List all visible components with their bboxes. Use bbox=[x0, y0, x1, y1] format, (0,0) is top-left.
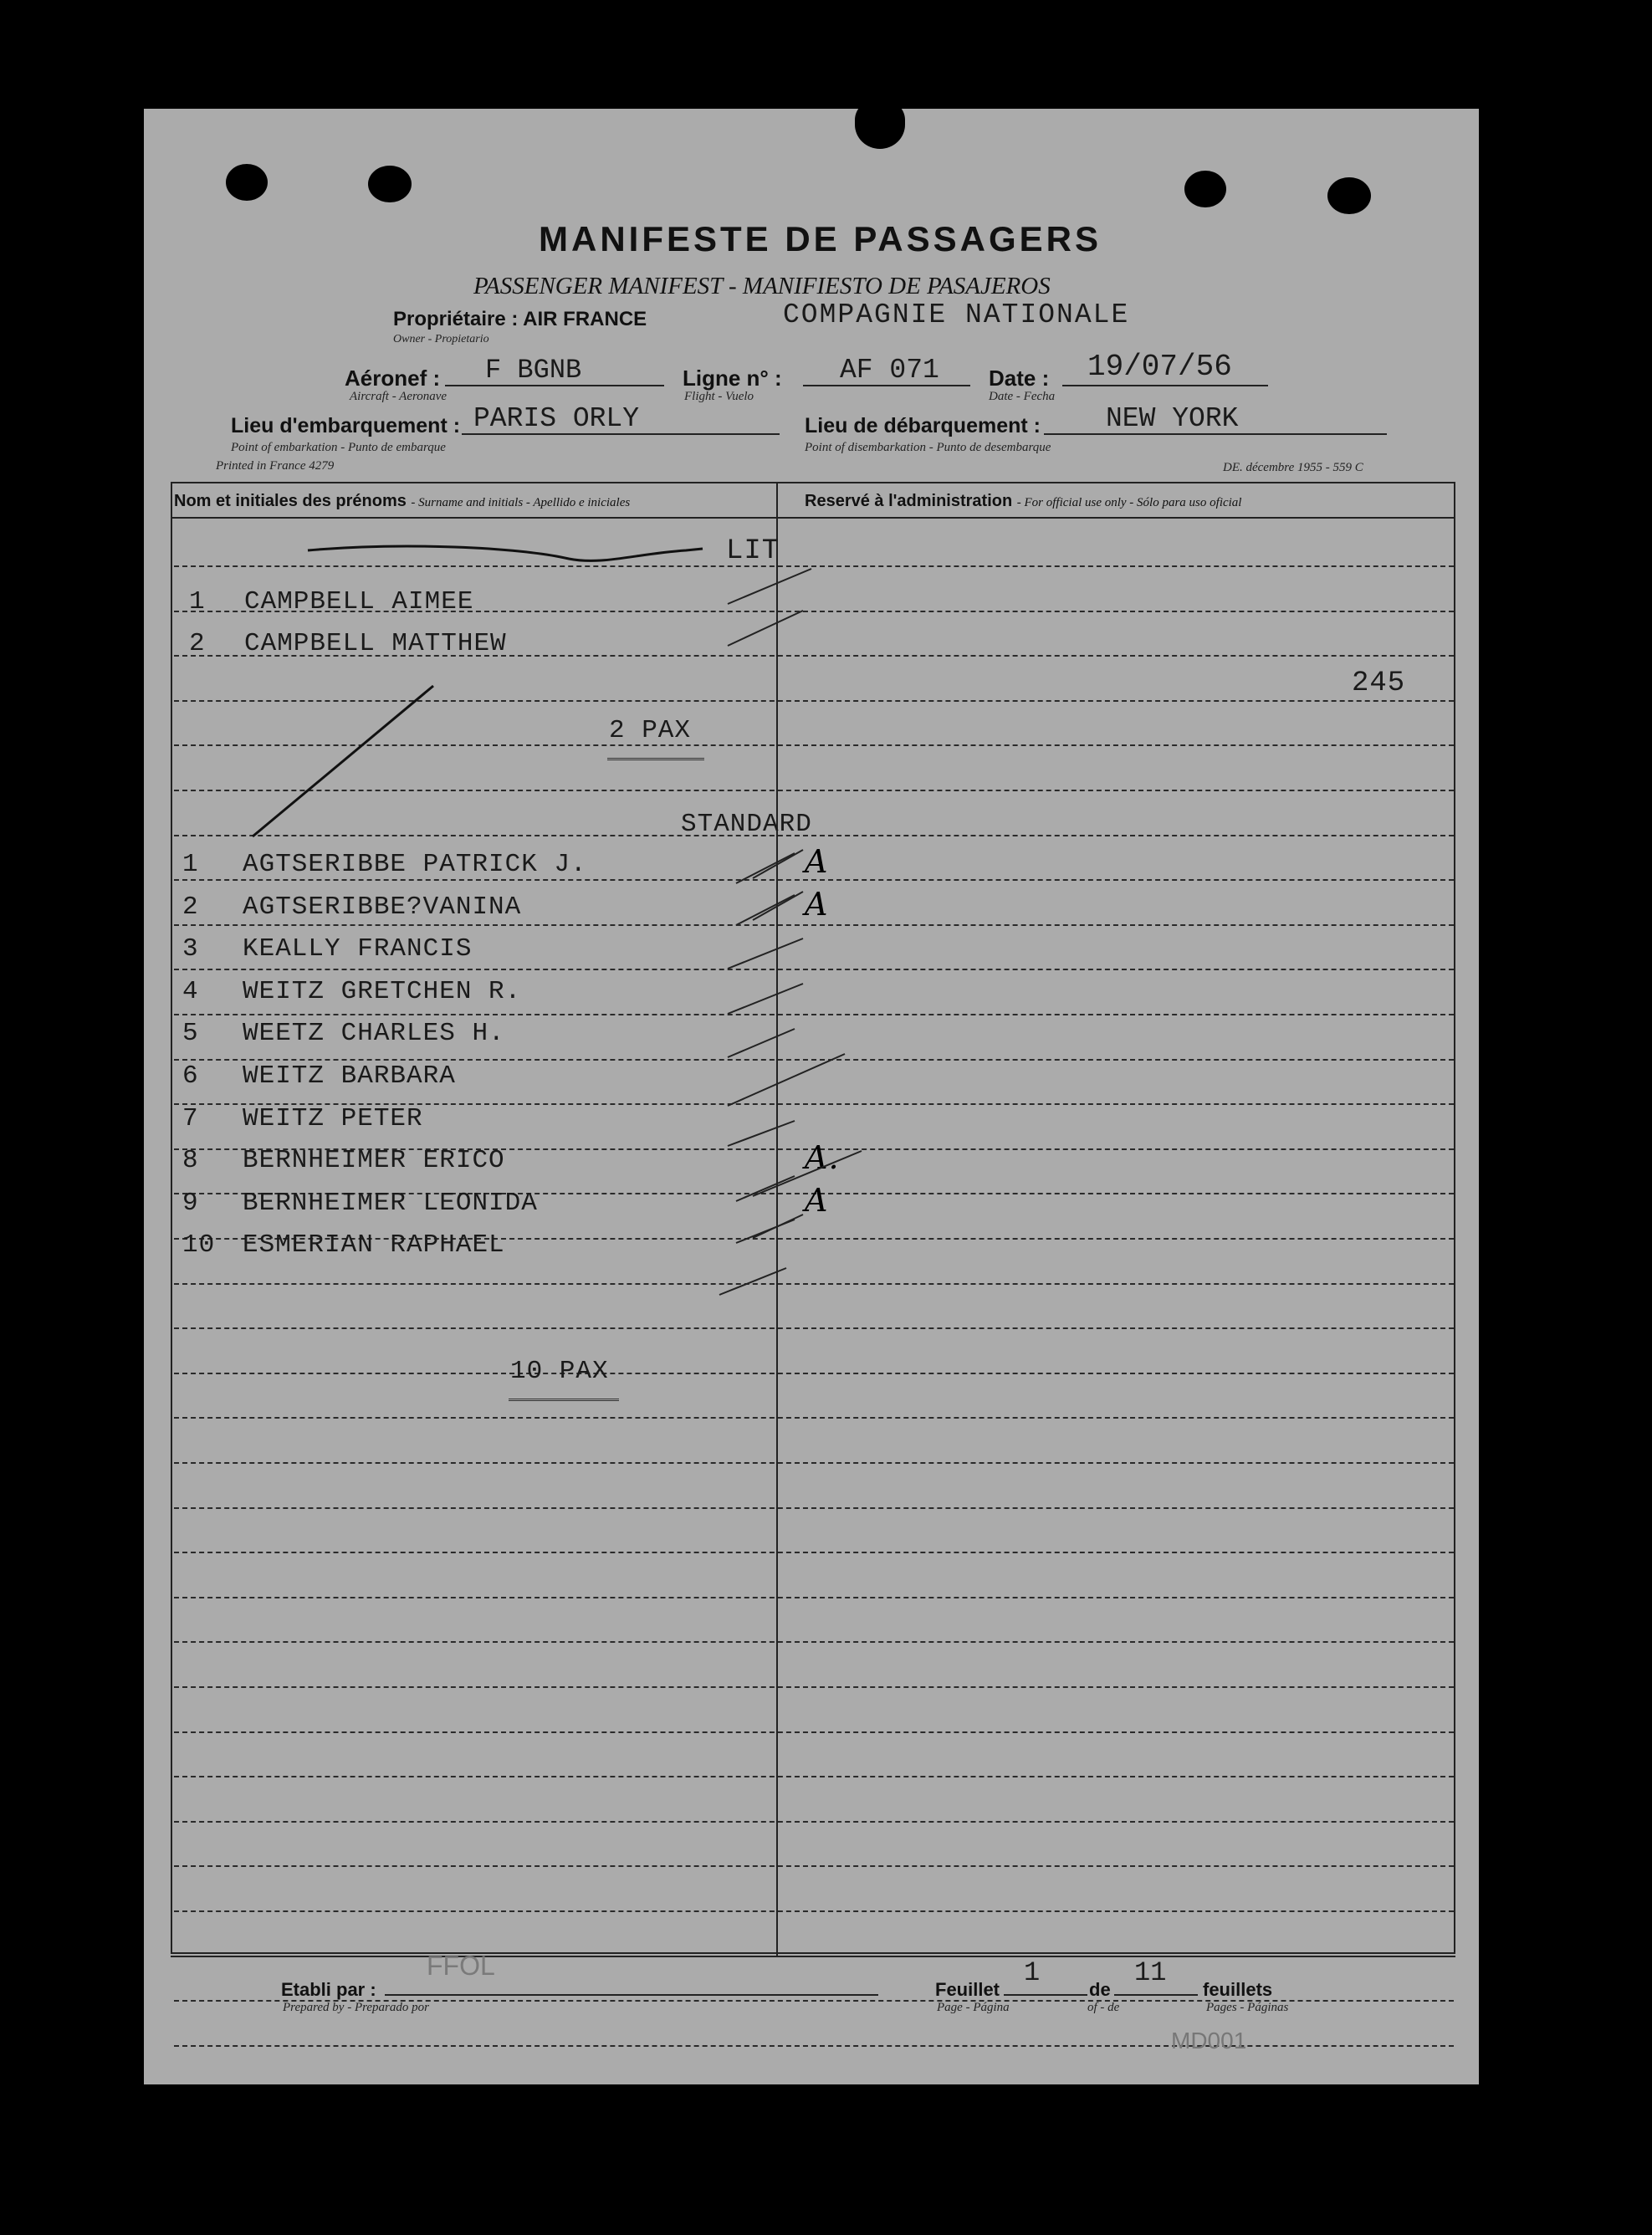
date-sub: Date - Fecha bbox=[989, 390, 1056, 403]
left-column-sub: - Surname and initials - Apellido e iniciales bbox=[411, 496, 631, 509]
form-subtitle: PASSENGER MANIFEST - MANIFIESTO DE PASAJEROS bbox=[473, 273, 1051, 299]
checkmarks bbox=[703, 552, 903, 1305]
of-underline bbox=[1114, 1994, 1198, 1996]
owner-label: Propriétaire : AIR FRANCE bbox=[393, 308, 647, 330]
flight-sub: Flight - Vuelo bbox=[684, 390, 754, 403]
prepared-by-underline bbox=[385, 1994, 878, 1996]
list-item-number: 3 bbox=[182, 934, 199, 964]
total-underline bbox=[509, 1399, 619, 1406]
ruled-line bbox=[174, 1731, 1454, 1733]
form-title: MANIFESTE DE PASSAGERS bbox=[539, 219, 1102, 258]
list-item-number: 1 bbox=[182, 850, 199, 879]
right-column-sub: - For official use only - Sólo para uso oficial bbox=[1016, 496, 1242, 509]
prepared-by-label: Etabli par : bbox=[281, 1979, 376, 2000]
footer-rule bbox=[171, 1956, 1455, 1957]
list-item-number: 10 bbox=[182, 1230, 216, 1261]
embark-label: Lieu d'embarquement : bbox=[231, 414, 461, 437]
ruled-line bbox=[174, 1507, 1454, 1509]
right-column-title: Reservé à l'administration bbox=[805, 492, 1013, 510]
total-first-class: 2 PAX bbox=[609, 716, 692, 745]
handwritten-mark: A bbox=[805, 843, 829, 880]
ruled-line bbox=[174, 1462, 1454, 1464]
total-underline bbox=[607, 758, 704, 765]
ruled-line bbox=[174, 1417, 1454, 1419]
list-item-number: 6 bbox=[182, 1061, 199, 1091]
list-item-number: 8 bbox=[182, 1146, 199, 1176]
flight-value: AF 071 bbox=[840, 355, 939, 386]
aircraft-label: Aéronef : bbox=[345, 366, 441, 391]
ruled-line bbox=[174, 1776, 1454, 1777]
punch-hole bbox=[368, 166, 412, 202]
diagonal-cancel-mark bbox=[243, 678, 443, 845]
torn-notch bbox=[855, 100, 905, 149]
sheet-value: 1 bbox=[1024, 1957, 1041, 1988]
right-column-header bbox=[805, 492, 1241, 511]
disembark-label: Lieu de débarquement : bbox=[805, 414, 1041, 437]
date-value: 19/07/56 bbox=[1087, 350, 1232, 384]
list-item-name: CAMPBELL MATTHEW bbox=[244, 629, 507, 658]
list-item-number: 9 bbox=[182, 1188, 199, 1218]
embark-value: PARIS ORLY bbox=[473, 403, 640, 434]
list-item-number: 5 bbox=[182, 1019, 199, 1049]
handwritten-mark: A bbox=[805, 885, 829, 923]
sheet-label: Feuillet bbox=[935, 1979, 1000, 2000]
owner-value: COMPAGNIE NATIONALE bbox=[783, 299, 1130, 330]
prepared-by-value: FFOL bbox=[427, 1951, 495, 1981]
column-header-rule bbox=[171, 517, 1455, 519]
list-item-name: WEITZ GRETCHEN R. bbox=[243, 976, 522, 1006]
form-reference: DE. décembre 1955 - 559 C bbox=[1223, 461, 1363, 474]
aircraft-sub: Aircraft - Aeronave bbox=[350, 390, 448, 403]
of-value: 11 bbox=[1134, 1957, 1167, 1988]
printed-note: Printed in France 4279 bbox=[216, 459, 335, 473]
ruled-line bbox=[174, 1865, 1454, 1867]
sheet-underline bbox=[1004, 1994, 1087, 1996]
aircraft-value: F BGNB bbox=[485, 355, 582, 386]
list-item-name: AGTSERIBBE PATRICK J. bbox=[243, 850, 587, 879]
document-stamp: MD001 bbox=[1171, 2028, 1247, 2053]
class-label-standard: STANDARD bbox=[681, 810, 812, 839]
left-column-title: Nom et initiales des prénoms bbox=[174, 492, 407, 510]
list-item-name: KEALLY FRANCIS bbox=[243, 934, 473, 964]
list-item-name: BERNHEIMER ERICO bbox=[243, 1146, 505, 1176]
list-item-number: 1 bbox=[189, 587, 206, 616]
sheet-sub: Page - Página bbox=[937, 2001, 1010, 2014]
ruled-line bbox=[174, 1910, 1454, 1912]
punch-hole bbox=[1327, 177, 1371, 214]
punch-hole bbox=[226, 164, 268, 201]
of-label: de bbox=[1089, 1979, 1111, 2000]
punch-hole bbox=[1184, 171, 1226, 207]
list-item-name: WEITZ PETER bbox=[243, 1103, 423, 1133]
ruled-line bbox=[174, 2045, 1454, 2047]
of-sub: of - de bbox=[1087, 2001, 1120, 2014]
ruled-line bbox=[174, 1373, 1454, 1374]
date-underline bbox=[1062, 385, 1268, 386]
list-item-name: WEITZ BARBARA bbox=[243, 1061, 456, 1091]
list-item-name: BERNHEIMER LEONIDA bbox=[243, 1188, 538, 1218]
list-item-name: AGTSERIBBE?VANINA bbox=[243, 892, 522, 922]
flight-label: Ligne n° : bbox=[683, 366, 782, 391]
ruled-line bbox=[174, 1686, 1454, 1688]
side-number: 245 bbox=[1352, 667, 1406, 699]
list-item-number: 2 bbox=[189, 629, 206, 658]
handwritten-mark: A bbox=[805, 1181, 829, 1219]
total-standard: 10 PAX bbox=[510, 1357, 609, 1386]
ruled-line bbox=[174, 1552, 1454, 1553]
list-item-name: ESMERIAN RAPHAEL bbox=[243, 1230, 505, 1261]
handwritten-mark: A. bbox=[805, 1139, 840, 1177]
pages-sub: Pages - Páginas bbox=[1206, 2001, 1289, 2014]
disembark-sub: Point of disembarkation - Punto de desembarque bbox=[805, 441, 1051, 454]
ruled-line bbox=[174, 1597, 1454, 1598]
date-label: Date : bbox=[989, 366, 1050, 391]
list-item-number: 4 bbox=[182, 976, 199, 1006]
owner-sub: Owner - Propietario bbox=[393, 333, 489, 345]
ruled-line bbox=[174, 1327, 1454, 1329]
ruled-line bbox=[174, 1821, 1454, 1823]
list-item-number: 7 bbox=[182, 1103, 199, 1133]
disembark-value: NEW YORK bbox=[1106, 403, 1239, 434]
list-item-number: 2 bbox=[182, 892, 199, 922]
list-item-name: WEETZ CHARLES H. bbox=[243, 1019, 505, 1049]
class-label-first: LIT bbox=[726, 535, 780, 567]
left-column-header bbox=[174, 492, 630, 511]
embark-sub: Point of embarkation - Punto de embarque bbox=[231, 441, 446, 454]
prepared-by-sub: Prepared by - Preparado por bbox=[283, 2001, 429, 2014]
pages-label: feuillets bbox=[1203, 1979, 1273, 2000]
list-item-name: CAMPBELL AIMEE bbox=[244, 587, 474, 616]
ruled-line bbox=[174, 1641, 1454, 1643]
